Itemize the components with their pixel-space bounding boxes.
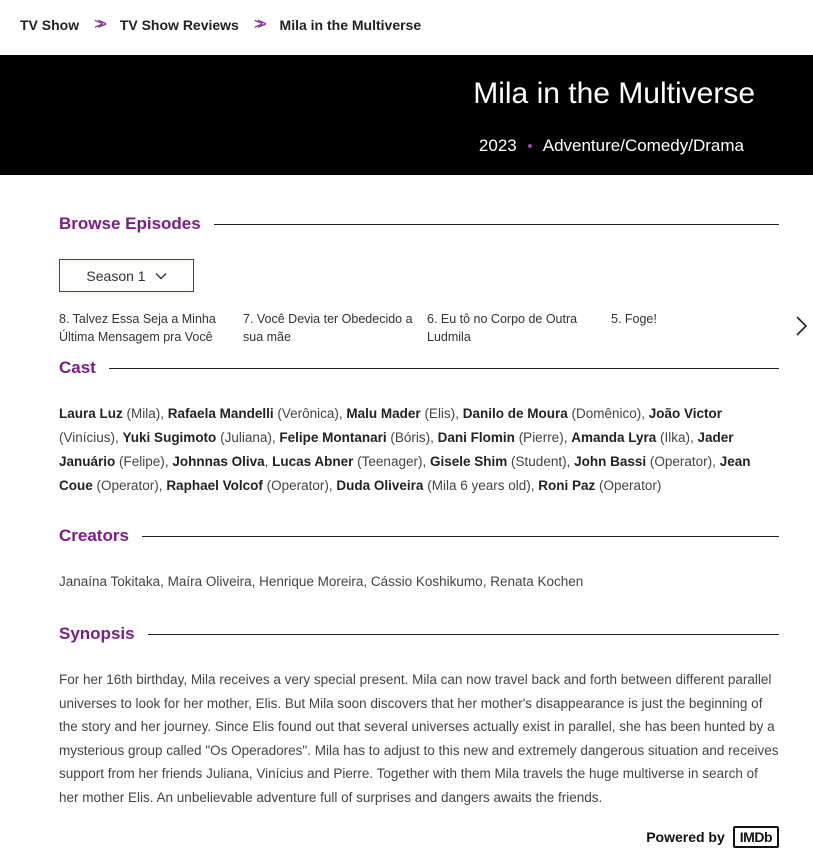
cast-role: (Operator) — [599, 478, 662, 493]
cast-role: (Student) — [511, 454, 567, 469]
cast-name: Johnnas Oliva — [172, 454, 265, 469]
cast-name: Raphael Volcof — [166, 478, 263, 493]
section-divider — [142, 536, 779, 537]
synopsis-text: For her 16th birthday, Mila receives a very special present. Mila can now travel back and forth between different parallel universes to look for her mother, Elis. But Mila soon discovers that her mother's disappearance is just the beginning of the story and her journey. Since Elis found out that several universes actually exist in parallel, she has been hunted by a mysterious group called "Os Operadores". Mila has to adjust to this new and extremely dangerous situation and receives support from her friends Juliana, Vinícius and Pierre. Together with them Mila travels the huge multiverse in search of her mother Elis. An unbelievable adventure full of surprises and dangers awaits the friends. — [59, 672, 779, 805]
season-dropdown-label: Season 1 — [86, 267, 146, 284]
cast-list: Laura Luz (Mila), Rafaela Mandelli (Verônica), Malu Mader (Elis), Danilo de Moura (Domênico), João Victor (Vinícius), Yuki Sugimoto (Juliana), Felipe Montanari (Bóris), Dani Flomin (Pierre), Amanda Lyra (Ilka), Jader Januário (Felipe), Johnnas Oliva, Lucas Abner (Teenager), Gisele Shim (Student), John Bassi (Operator), Jean Coue (Operator), Raphael Volcof (Operator), Duda Oliveira (Mila 6 years old), Roni Paz (Operator) — [59, 406, 751, 493]
cast-role: (Juliana) — [220, 430, 272, 445]
cast-name: Rafaela Mandelli — [167, 406, 274, 421]
chevron-down-icon — [155, 270, 167, 282]
cast-name: Duda Oliveira — [336, 478, 424, 493]
cast-role: (Operator) — [649, 454, 713, 469]
cast-name: John Bassi — [574, 454, 647, 469]
cast-name: Lucas Abner — [272, 454, 354, 469]
cast-name: Laura Luz — [59, 406, 123, 421]
cast-name: Amanda Lyra — [571, 430, 657, 445]
cast-role: (Vinícius) — [59, 430, 116, 445]
breadcrumb — [20, 14, 421, 36]
creators-title: Creators — [59, 526, 129, 545]
cast-role: (Operator) — [96, 478, 159, 493]
show-year: 2023 — [478, 136, 517, 155]
cast-role: (Ilka) — [660, 430, 691, 445]
cast-name: Felipe Montanari — [279, 430, 387, 445]
section-divider — [109, 368, 779, 369]
season-dropdown[interactable] — [59, 259, 194, 292]
double-chevron-right-icon: >> — [94, 16, 101, 33]
cast-role: (Operator) — [266, 478, 329, 493]
cast-role: (Mila) — [126, 406, 161, 421]
show-title: Mila in the Multiverse — [473, 77, 755, 110]
episode-item-6[interactable]: 6. Eu tô no Corpo de Outra Ludmila — [427, 312, 578, 344]
synopsis-title: Synopsis — [59, 624, 135, 643]
cast-role: (Elis) — [424, 406, 456, 421]
double-chevron-right-icon: >> — [253, 16, 261, 33]
powered-by-label: Powered by — [646, 829, 725, 845]
section-divider — [148, 634, 779, 635]
cast-name: Malu Mader — [346, 406, 421, 421]
show-hero-banner — [0, 55, 813, 175]
breadcrumb-tv-show[interactable]: TV Show — [20, 17, 80, 33]
cast-role: (Domênico) — [571, 406, 642, 421]
chevron-right-icon[interactable] — [793, 314, 809, 338]
cast-role: (Teenager) — [357, 454, 423, 469]
cast-name: Gisele Shim — [429, 454, 508, 469]
synopsis-header — [59, 624, 779, 644]
breadcrumb-tv-show-reviews[interactable]: TV Show Reviews — [119, 17, 239, 33]
cast-role: (Mila 6 years old) — [427, 478, 531, 493]
cast-role: (Felipe) — [119, 454, 165, 469]
browse-episodes-title: Browse Episodes — [59, 214, 201, 233]
cast-role: (Verônica) — [277, 406, 339, 421]
show-genres: Adventure/Comedy/Drama — [542, 136, 744, 155]
cast-name: Jean Coue — [59, 454, 751, 493]
episode-item-7[interactable]: 7. Você Devia ter Obedecido a sua mãe — [243, 312, 413, 344]
cast-name: Roni Paz — [538, 478, 596, 493]
cast-header — [59, 358, 779, 378]
cast-role: (Bóris) — [390, 430, 431, 445]
powered-by — [646, 826, 779, 848]
imdb-logo[interactable]: IMDb — [733, 826, 779, 848]
breadcrumb-current-page: Mila in the Multiverse — [279, 17, 422, 33]
creators-list: Janaína Tokitaka, Maíra Oliveira, Henrique Moreira, Cássio Koshikumo, Renata Kochen — [59, 574, 584, 589]
cast-role: (Pierre) — [518, 430, 564, 445]
cast-name: João Victor — [648, 406, 723, 421]
episode-item-8[interactable]: 8. Talvez Essa Seja a Minha Última Mensagem pra Você — [59, 312, 216, 344]
browse-episodes-header — [59, 214, 779, 234]
cast-name: Danilo de Moura — [462, 406, 568, 421]
show-meta — [479, 136, 744, 156]
creators-header — [59, 526, 779, 546]
episode-item-5[interactable]: 5. Foge! — [611, 312, 657, 326]
cast-title: Cast — [59, 358, 96, 377]
cast-name: Yuki Sugimoto — [122, 430, 217, 445]
cast-name: Dani Flomin — [437, 430, 515, 445]
episode-list — [59, 310, 799, 350]
section-divider — [214, 224, 779, 225]
cast-name: Jader Januário — [59, 430, 734, 469]
dot-separator-icon — [528, 144, 532, 148]
